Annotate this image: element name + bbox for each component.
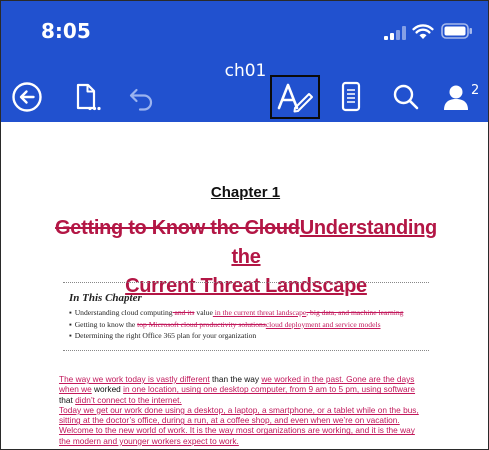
- person-icon: [442, 82, 472, 112]
- inserted-text: cloud deployment and service models: [265, 319, 381, 329]
- bullet-mark: ▪: [69, 331, 72, 340]
- inserted-text: Today we get our work done using a desktop, a laptop, a smartphone, or a tablet while on the bus,: [59, 404, 419, 415]
- paragraph-line: [59, 436, 435, 446]
- inserted-text: Welcome to the new world of work. It is the way most organizations are working, and it is the way: [59, 425, 415, 436]
- divider-bottom: [63, 350, 429, 351]
- bullet-item: [69, 330, 429, 342]
- original-text: than the way: [209, 374, 262, 384]
- undo-icon: [126, 83, 156, 111]
- cellular-signal-icon: [384, 26, 406, 40]
- paragraph-line: [59, 425, 435, 435]
- in-this-chapter-box: [69, 292, 429, 342]
- inserted-text: we worked in the past. Gone are the days: [261, 374, 415, 384]
- battery-icon: [441, 23, 473, 39]
- original-text: worked: [91, 384, 124, 395]
- paragraph-line: [59, 374, 435, 384]
- deleted-text: top Microsoft cloud productivity solutions: [137, 319, 266, 329]
- bullet-mark: ▪: [69, 319, 72, 329]
- paragraph-line: [59, 395, 435, 405]
- undo-button[interactable]: [121, 75, 161, 119]
- back-button[interactable]: [7, 75, 47, 119]
- body-paragraph: [59, 374, 435, 446]
- document-canvas[interactable]: [1, 122, 489, 450]
- bullet-text: value: [194, 308, 213, 317]
- document-file-icon: [73, 82, 101, 112]
- deleted-text: and its: [172, 308, 195, 317]
- bullet-text: Determining the right Office 365 plan for your organization: [74, 331, 257, 340]
- inserted-heading-text: Understanding the: [231, 217, 437, 268]
- share-button[interactable]: [439, 75, 485, 119]
- inserted-text: sitting at the doctor’s office, during a run, at a coffee shop, and even when we’re on vacation.: [59, 415, 400, 426]
- deleted-text: , big data, and machine learning: [306, 308, 404, 317]
- inserted-heading-text-line2: Current Threat Landscape: [125, 275, 367, 297]
- chapter-label: Chapter 1: [210, 184, 281, 201]
- app-header: [1, 1, 489, 122]
- status-bar: [1, 1, 489, 57]
- paragraph-line: [59, 405, 435, 415]
- bullet-text: Getting to know the: [74, 319, 138, 329]
- inserted-text: in the current threat landscape: [212, 308, 307, 317]
- mobile-view-button[interactable]: [331, 75, 371, 119]
- back-arrow-circle-icon: [11, 81, 43, 113]
- inserted-text: in one location, using one desktop computer, from 9 am to 5 pm, using software: [123, 384, 416, 395]
- bullet-item: [69, 307, 429, 319]
- paragraph-line: [59, 415, 435, 425]
- document-title[interactable]: ch01: [224, 61, 267, 81]
- search-icon: [391, 82, 421, 112]
- inserted-text: the modern and younger workers expect to work.: [59, 435, 239, 446]
- deleted-heading-text: Getting to Know the Cloud: [55, 217, 300, 239]
- mobile-view-icon: [340, 81, 362, 113]
- bullet-text: Understanding cloud computing: [74, 308, 173, 317]
- status-time: 8:05: [41, 19, 91, 43]
- box-title: In This Chapter: [69, 292, 142, 304]
- edit-mode-button[interactable]: [270, 75, 320, 119]
- inserted-text: The way we work today is vastly different: [59, 374, 210, 384]
- paragraph-line: [59, 384, 435, 394]
- pen-edit-icon: [275, 80, 315, 114]
- inserted-text: when we: [59, 384, 92, 395]
- divider-top: [63, 282, 429, 283]
- share-count-badge: 2: [471, 83, 480, 98]
- search-button[interactable]: [386, 75, 426, 119]
- inserted-text: didn’t connect to the internet.: [75, 394, 182, 405]
- toolbar: [1, 75, 489, 121]
- wifi-icon: [412, 23, 434, 40]
- original-text: that: [59, 394, 76, 405]
- file-button[interactable]: [67, 75, 107, 119]
- chapter-heading: [41, 214, 451, 301]
- bullet-item: [69, 319, 429, 331]
- bullet-mark: ▪: [69, 308, 72, 317]
